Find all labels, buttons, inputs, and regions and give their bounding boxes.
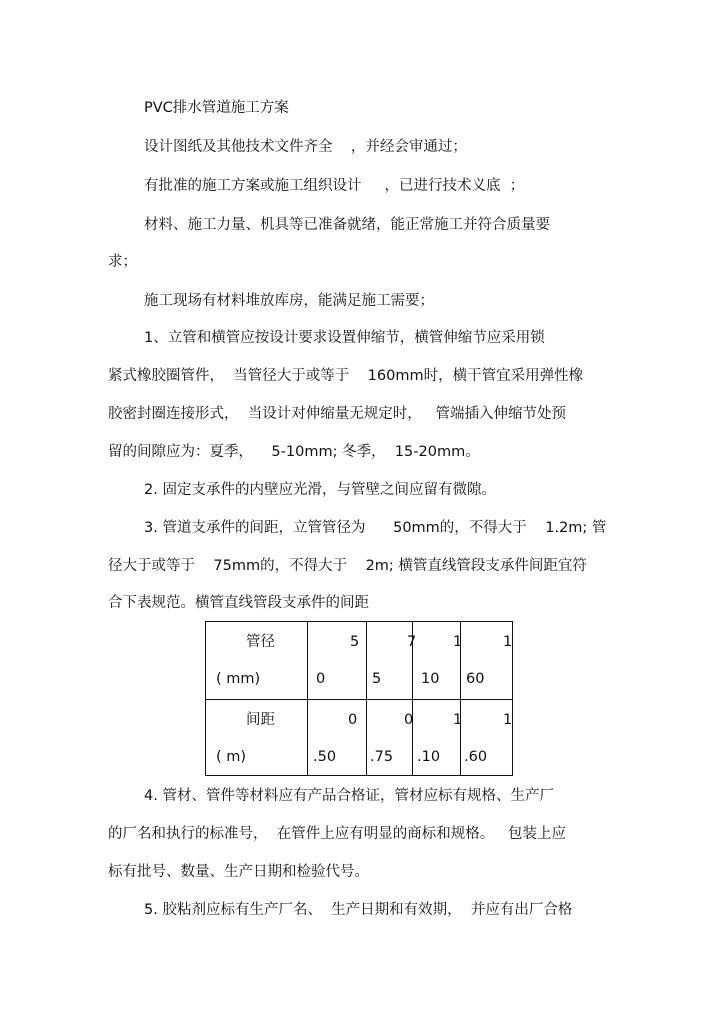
paragraph-line: 胶密封圈连接形式， 当设计对伸缩量无规定时， 管端插入伸缩节处预 [108, 406, 567, 422]
paragraph-line: 有批准的施工方案或施工组织设计 ，已进行技术义底 ； [144, 178, 525, 194]
table-cell [461, 700, 513, 776]
table-cell-text: 间距 [246, 712, 275, 728]
paragraph-line: 紧式橡胶圈管件， 当管径大于或等于 160mm时，横干管宜采用弹性橡 [108, 368, 584, 384]
table-cell [367, 622, 417, 700]
paragraph-line: 3. 管道支承件的间距，立管管径为 50mm的，不得大于 1.2m; 管 [144, 520, 607, 536]
paragraph-line: 标有批号、数量、生产日期和检验代号。 [108, 864, 369, 880]
table-cell-text: ( m) [216, 749, 247, 765]
table-cell-text: 0 [316, 671, 326, 687]
table-cell-text: ( mm) [216, 671, 261, 687]
table-cell-text: 10 [421, 671, 440, 687]
table-cell [461, 622, 513, 700]
table-cell-text: 1 [503, 712, 513, 728]
table-cell [413, 622, 461, 700]
paragraph-line: 施工现场有材料堆放库房，能满足施工需要； [144, 293, 434, 309]
table-cell-text: 1 [503, 634, 513, 650]
paragraph-line: 1、立管和横管应按设计要求设置伸缩节，横管伸缩节应采用锁 [144, 330, 545, 346]
table-cell-text: 7 [407, 634, 417, 650]
paragraph-line: 合下表规范。横管直线管段支承件的间距 [108, 595, 369, 611]
paragraph-line: 2. 固定支承件的内壁应光滑，与管壁之间应留有微隙。 [144, 482, 496, 498]
table-cell [308, 622, 367, 700]
paragraph-line: 4. 管材、管件等材料应有产品合格证，管材应标有规格、生产厂 [144, 788, 554, 804]
table-header-cell [206, 622, 308, 700]
table-cell [308, 700, 367, 776]
paragraph-line: 径大于或等于 75mm的，不得大于 2m; 横管直线管段支承件间距宜符 [108, 558, 587, 574]
table-cell [413, 700, 461, 776]
table-row [206, 700, 513, 776]
table-cell-text: .75 [370, 749, 394, 765]
paragraph-line: 留的间隙应为：夏季， 5-10mm; 冬季， 15-20mm。 [108, 444, 480, 460]
table-cell-text: .50 [313, 749, 337, 765]
paragraph-line: 的厂名和执行的标准号， 在管件上应有明显的商标和规格。 包装上应 [108, 826, 567, 842]
table-cell-text: .10 [417, 749, 441, 765]
table-cell-text: 5 [372, 671, 382, 687]
table-cell-text: 0 [404, 712, 414, 728]
paragraph-line: 求； [108, 254, 137, 270]
table-cell-text: 1 [453, 712, 463, 728]
table-cell-text: 管径 [246, 634, 275, 650]
paragraph-line: 材料、施工力量、机具等已准备就绪，能正常施工并符合质量要 [144, 217, 550, 233]
table-cell-text: 5 [350, 634, 360, 650]
table-header-cell [206, 700, 308, 776]
table-cell [367, 700, 413, 776]
table-row [206, 622, 513, 700]
table-cell-text: 0 [348, 712, 358, 728]
table-cell-text: 1 [453, 634, 463, 650]
paragraph-line: 5. 胶粘剂应标有生产厂名、 生产日期和有效期， 并应有出厂合格 [144, 902, 573, 918]
paragraph-line: 设计图纸及其他技术文件齐全 ，并经会审通过； [144, 139, 467, 155]
table-cell-text: 60 [466, 671, 485, 687]
document-title: PVC排水管道施工方案 [144, 100, 289, 116]
table-cell-text: .60 [464, 749, 488, 765]
support-spacing-table [205, 621, 513, 776]
